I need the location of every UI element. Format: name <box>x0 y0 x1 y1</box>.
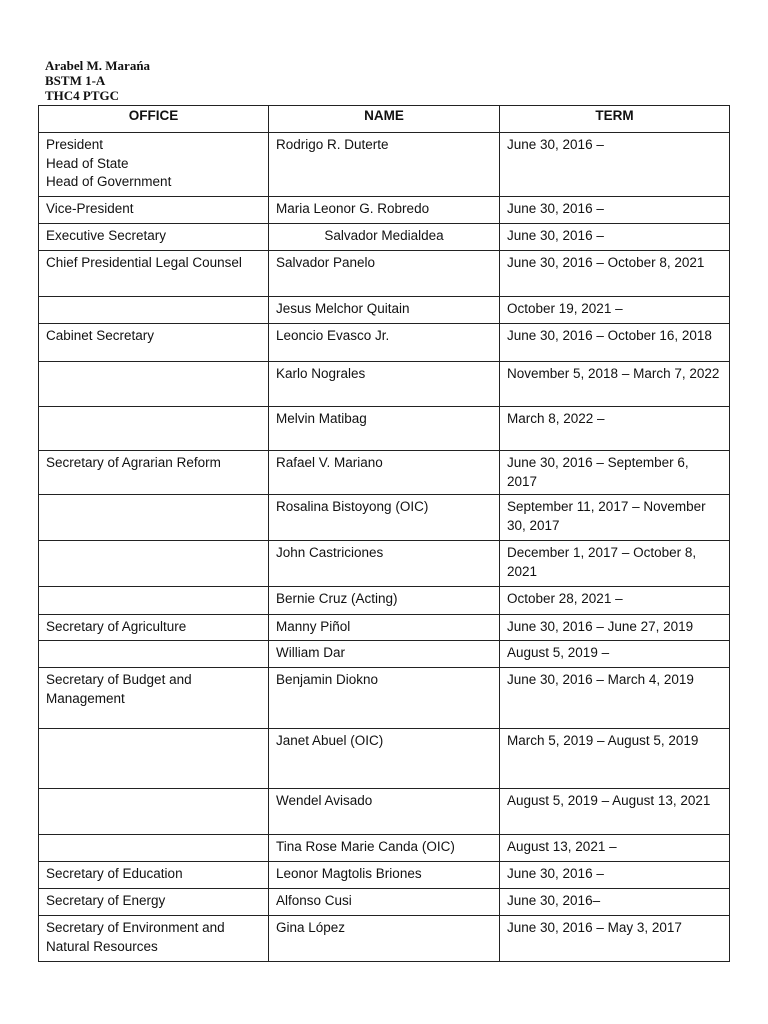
term-cell: October 28, 2021 – <box>500 587 730 615</box>
table-row <box>39 197 730 224</box>
column-header-term: TERM <box>500 106 730 133</box>
office-cell <box>39 495 269 541</box>
term-cell: June 30, 2016– <box>500 889 730 916</box>
term-cell: June 30, 2016 – <box>500 197 730 224</box>
office-cell <box>39 362 269 407</box>
office-cell <box>39 297 269 324</box>
office-cell: Secretary of Energy <box>39 889 269 916</box>
name-cell: Gina López <box>269 916 500 962</box>
document-header <box>45 58 150 103</box>
author-name: Arabel M. Marańa <box>45 58 151 73</box>
office-cell: Secretary of Budget and Management <box>39 668 269 729</box>
term-cell: March 5, 2019 – August 5, 2019 <box>500 729 730 789</box>
office-cell <box>39 587 269 615</box>
term-cell: August 13, 2021 – <box>500 835 730 862</box>
column-header-office: OFFICE <box>39 106 269 133</box>
office-cell <box>39 407 269 451</box>
term-cell: June 30, 2016 – May 3, 2017 <box>500 916 730 962</box>
term-cell: June 30, 2016 – September 6, 2017 <box>500 451 730 495</box>
office-cell: Cabinet Secretary <box>39 324 269 362</box>
table-row <box>39 789 730 835</box>
name-cell: Tina Rose Marie Canda (OIC) <box>269 835 500 862</box>
name-cell: Leoncio Evasco Jr. <box>269 324 500 362</box>
name-cell: Rafael V. Mariano <box>269 451 500 495</box>
office-cell <box>39 789 269 835</box>
table-row <box>39 835 730 862</box>
office-cell: Secretary of Environment and Natural Resources <box>39 916 269 962</box>
table-row <box>39 495 730 541</box>
name-cell: Salvador Panelo <box>269 251 500 297</box>
office-cell <box>39 133 269 197</box>
subject-code: THC4 PTGC <box>45 88 120 103</box>
table-row <box>39 297 730 324</box>
name-cell: Benjamin Diokno <box>269 668 500 729</box>
office-cell <box>39 641 269 668</box>
table-row <box>39 133 730 197</box>
name-cell: William Dar <box>269 641 500 668</box>
table-header-row <box>39 106 730 133</box>
name-cell: John Castriciones <box>269 541 500 587</box>
term-cell: June 30, 2016 – October 16, 2018 <box>500 324 730 362</box>
office-cell: Secretary of Agriculture <box>39 615 269 641</box>
table-row <box>39 615 730 641</box>
office-cell <box>39 541 269 587</box>
office-cell: Secretary of Education <box>39 862 269 889</box>
table-row <box>39 324 730 362</box>
table-row <box>39 889 730 916</box>
term-cell: June 30, 2016 – June 27, 2019 <box>500 615 730 641</box>
column-header-name: NAME <box>269 106 500 133</box>
term-cell: September 11, 2017 – November 30, 2017 <box>500 495 730 541</box>
name-cell: Rosalina Bistoyong (OIC) <box>269 495 500 541</box>
name-cell: Rodrigo R. Duterte <box>269 133 500 197</box>
name-cell: Wendel Avisado <box>269 789 500 835</box>
name-cell: Salvador Medialdea <box>269 224 500 251</box>
name-cell: Bernie Cruz (Acting) <box>269 587 500 615</box>
name-cell: Leonor Magtolis Briones <box>269 862 500 889</box>
table-row <box>39 862 730 889</box>
name-cell: Janet Abuel (OIC) <box>269 729 500 789</box>
term-cell: June 30, 2016 – March 4, 2019 <box>500 668 730 729</box>
name-cell: Alfonso Cusi <box>269 889 500 916</box>
table-row <box>39 451 730 495</box>
office-label: President <box>46 137 104 152</box>
name-cell: Jesus Melchor Quitain <box>269 297 500 324</box>
name-cell: Melvin Matibag <box>269 407 500 451</box>
office-label: Head of Government <box>46 174 172 189</box>
name-cell: Maria Leonor G. Robredo <box>269 197 500 224</box>
table-row <box>39 729 730 789</box>
term-cell: August 5, 2019 – August 13, 2021 <box>500 789 730 835</box>
office-label: Head of State <box>46 155 129 171</box>
term-cell: August 5, 2019 – <box>500 641 730 668</box>
office-cell: Chief Presidential Legal Counsel <box>39 251 269 297</box>
office-cell: Secretary of Agrarian Reform <box>39 451 269 495</box>
office-cell <box>39 835 269 862</box>
term-cell: March 8, 2022 – <box>500 407 730 451</box>
name-cell: Manny Piñol <box>269 615 500 641</box>
table-row <box>39 541 730 587</box>
name-cell: Karlo Nograles <box>269 362 500 407</box>
term-cell: December 1, 2017 – October 8, 2021 <box>500 541 730 587</box>
term-cell: June 30, 2016 – <box>500 862 730 889</box>
office-cell: Executive Secretary <box>39 224 269 251</box>
course-section: BSTM 1-A <box>45 73 106 88</box>
cabinet-table <box>38 105 730 962</box>
table-row <box>39 587 730 615</box>
term-cell: June 30, 2016 – October 8, 2021 <box>500 251 730 297</box>
table-row <box>39 641 730 668</box>
table-row <box>39 362 730 407</box>
table-row <box>39 251 730 297</box>
term-cell: October 19, 2021 – <box>500 297 730 324</box>
table-row <box>39 224 730 251</box>
term-cell: June 30, 2016 – <box>500 224 730 251</box>
table-row <box>39 668 730 729</box>
office-cell: Vice-President <box>39 197 269 224</box>
office-cell <box>39 729 269 789</box>
term-cell: November 5, 2018 – March 7, 2022 <box>500 362 730 407</box>
table-row <box>39 407 730 451</box>
term-cell: June 30, 2016 – <box>500 133 730 197</box>
table-row <box>39 916 730 962</box>
